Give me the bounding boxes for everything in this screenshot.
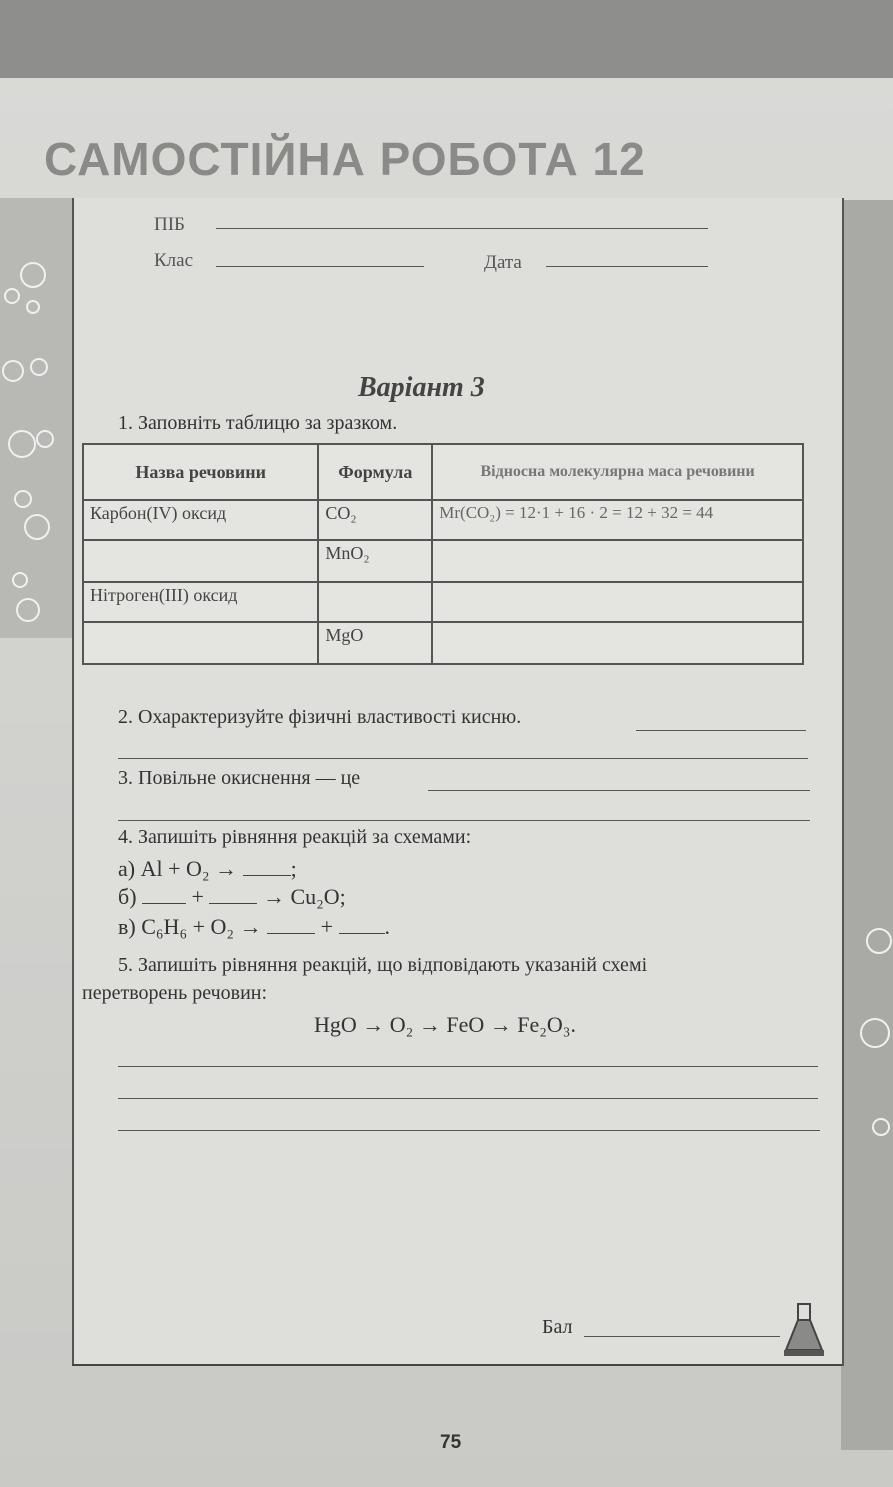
page-title: САМОСТІЙНА РОБОТА 12 [44, 133, 646, 185]
cell-mass[interactable] [432, 540, 803, 582]
bubble-icon [12, 572, 28, 588]
class-field[interactable] [216, 266, 424, 267]
task-2-answer-line[interactable] [636, 730, 806, 731]
task-4-b-blank-1[interactable] [142, 885, 186, 904]
task-3-text: 3. Повільне окиснення — це [118, 767, 361, 789]
task-5-line-1: 5. Запишіть рівняння реакцій, що відповідають указаній схемі [118, 954, 648, 976]
task-4-a-end: ; [290, 856, 297, 881]
cell-mass: Mr(CO₂) = 12·1 + 16 · 2 = 12 + 32 = 44 [432, 500, 803, 540]
frame-bottom-line [72, 1364, 842, 1366]
class-label: Клас [154, 250, 194, 271]
date-label: Дата [484, 252, 522, 273]
cell-formula: MgO [318, 622, 432, 664]
task-5-answer-line[interactable] [118, 1066, 818, 1067]
right-decoration-strip [841, 200, 893, 1450]
bubble-icon [24, 514, 50, 540]
bubble-icon [8, 430, 36, 458]
bubble-icon [16, 598, 40, 622]
task-4-b-plus: + [191, 884, 204, 909]
task-4-text: 4. Запишіть рівняння реакцій за схемами: [118, 826, 472, 848]
bubble-icon [866, 928, 892, 954]
header-formula: Формула [318, 444, 432, 500]
variant-heading: Варіант 3 [358, 372, 485, 403]
cell-formula[interactable] [318, 582, 432, 622]
cell-mass[interactable] [432, 622, 803, 664]
task-1-text: 1. Заповніть таблицю за зразком. [118, 412, 398, 434]
task-4-a-scheme: а) Al + O₂ → [118, 856, 238, 881]
date-field[interactable] [546, 266, 708, 267]
flask-icon [782, 1302, 826, 1358]
task-4-c-plus: + [320, 914, 334, 939]
name-label: ПІБ [154, 214, 185, 235]
score-field[interactable] [584, 1336, 780, 1337]
page-number: 75 [440, 1432, 462, 1453]
task-4-b-label: б) [118, 884, 137, 909]
cell-formula: CO₂ [318, 500, 432, 540]
cell-formula: MnO₂ [318, 540, 432, 582]
bubble-icon [36, 430, 54, 448]
cell-name: Нітроген(ІІІ) оксид [83, 582, 318, 622]
task-4-c-blank-2[interactable] [339, 915, 385, 934]
task-5-scheme: HgO → O₂ → FeO → Fe₂O₃. [314, 1012, 576, 1037]
cell-name[interactable] [83, 540, 318, 582]
task-4-b-blank-2[interactable] [209, 885, 257, 904]
task-4-c [118, 914, 390, 940]
task-2-answer-line[interactable] [118, 758, 808, 759]
task-4-a [118, 856, 297, 882]
task-3-answer-line[interactable] [118, 820, 810, 821]
bubble-icon [26, 300, 40, 314]
task-2-text: 2. Охарактеризуйте фізичні властивості кисню. [118, 706, 522, 728]
task-4-b-product: → Cu₂O; [262, 884, 346, 909]
task-5-answer-line[interactable] [118, 1098, 818, 1099]
cell-name[interactable] [83, 622, 318, 664]
task-4-c-blank-1[interactable] [267, 915, 315, 934]
task-3-answer-line[interactable] [428, 790, 810, 791]
header-mass: Відносна молекулярна маса речовини [432, 444, 803, 500]
substances-table [82, 443, 804, 665]
bubble-icon [860, 1018, 890, 1048]
bubble-icon [2, 360, 24, 382]
task-4-c-end: . [384, 914, 391, 939]
bubble-icon [20, 262, 46, 288]
bubble-icon [872, 1118, 890, 1136]
task-4-b [118, 884, 346, 910]
score-label: Бал [542, 1316, 573, 1338]
cell-mass[interactable] [432, 582, 803, 622]
task-4-c-scheme: в) C₆H₆ + O₂ → [118, 914, 262, 939]
header-name: Назва речовини [83, 444, 318, 500]
bubble-icon [14, 490, 32, 508]
task-5-answer-line[interactable] [118, 1130, 820, 1131]
task-4-a-blank[interactable] [243, 857, 291, 876]
cell-name: Карбон(IV) оксид [83, 500, 318, 540]
bubble-icon [30, 358, 48, 376]
bubble-icon [4, 288, 20, 304]
name-field[interactable] [216, 228, 708, 229]
task-5-line-2: перетворень речовин: [82, 982, 268, 1004]
